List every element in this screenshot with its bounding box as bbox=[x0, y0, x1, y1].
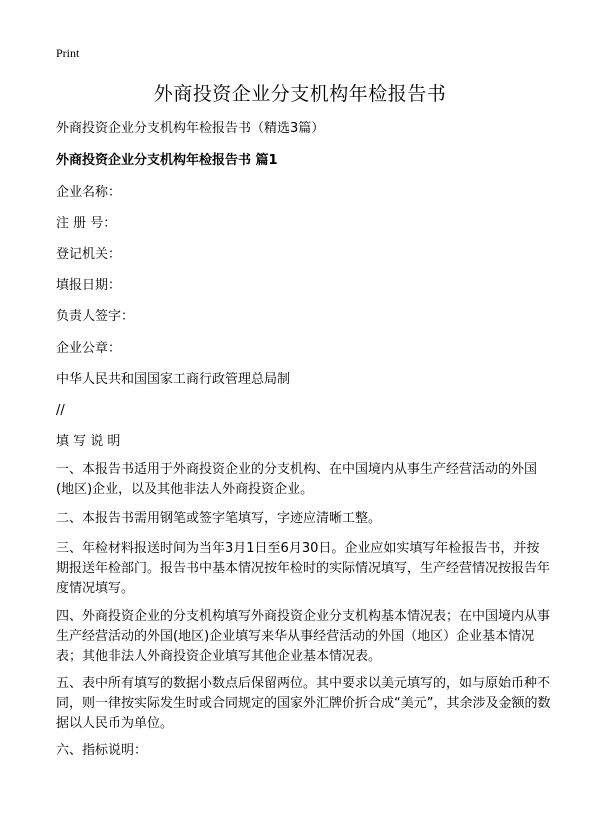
instruction-item: 五、表中所有填写的数据小数点后保留两位。其中要求以美元填写的，如与原始币种不同，则一律按实际发生时或合同规定的国家外汇牌价折合成“美元”，其余涉及金额的数据以人民币为单位。 bbox=[56, 676, 551, 731]
issuer-text: 中华人民共和国国家工商行政管理总局制 bbox=[56, 372, 291, 387]
section-heading: 外商投资企业分支机构年检报告书 篇1 bbox=[56, 153, 278, 168]
separator-text: // bbox=[56, 403, 65, 418]
document-subtitle: 外商投资企业分支机构年检报告书（精选3篇） bbox=[56, 121, 325, 136]
instruction-item: 六、指标说明： bbox=[56, 743, 148, 758]
field-company-seal: 企业公章： bbox=[56, 341, 122, 356]
document-title: 外商投资企业分支机构年检报告书 bbox=[153, 83, 447, 105]
field-registration-authority: 登记机关： bbox=[56, 247, 122, 262]
instruction-item: 二、本报告书需用钢笔或签字笔填写，字迹应清晰工整。 bbox=[56, 511, 382, 526]
instruction-item: 四、外商投资企业的分支机构填写外商投资企业分支机构基本情况表；在中国境内从事生产经营活动的外国(地区)企业填写来华从事经营活动的外国（地区）企业基本情况表；其他非法人外商投资企业填写其他企业基本情况表。 bbox=[56, 609, 551, 664]
instruction-item: 一、本报告书适用于外商投资企业的分支机构、在中国境内从事生产经营活动的外国(地区)企业，以及其他非法人外商投资企业。 bbox=[56, 462, 538, 497]
instructions-heading: 填 写 说 明 bbox=[56, 434, 121, 449]
field-company-name: 企业名称： bbox=[56, 185, 122, 200]
field-responsible-signature: 负责人签字： bbox=[56, 309, 135, 324]
print-link[interactable]: Print bbox=[56, 46, 80, 60]
field-registration-no: 注 册 号： bbox=[56, 216, 117, 231]
field-fill-date: 填报日期： bbox=[56, 278, 122, 293]
instruction-item: 三、年检材料报送时间为当年3月1日至6月30日。企业应如实填写年检报告书，并按期报送年检部门。报告书中基本情况按年检时的实际情况填写，生产经营情况按报告年度情况填写。 bbox=[56, 541, 551, 596]
